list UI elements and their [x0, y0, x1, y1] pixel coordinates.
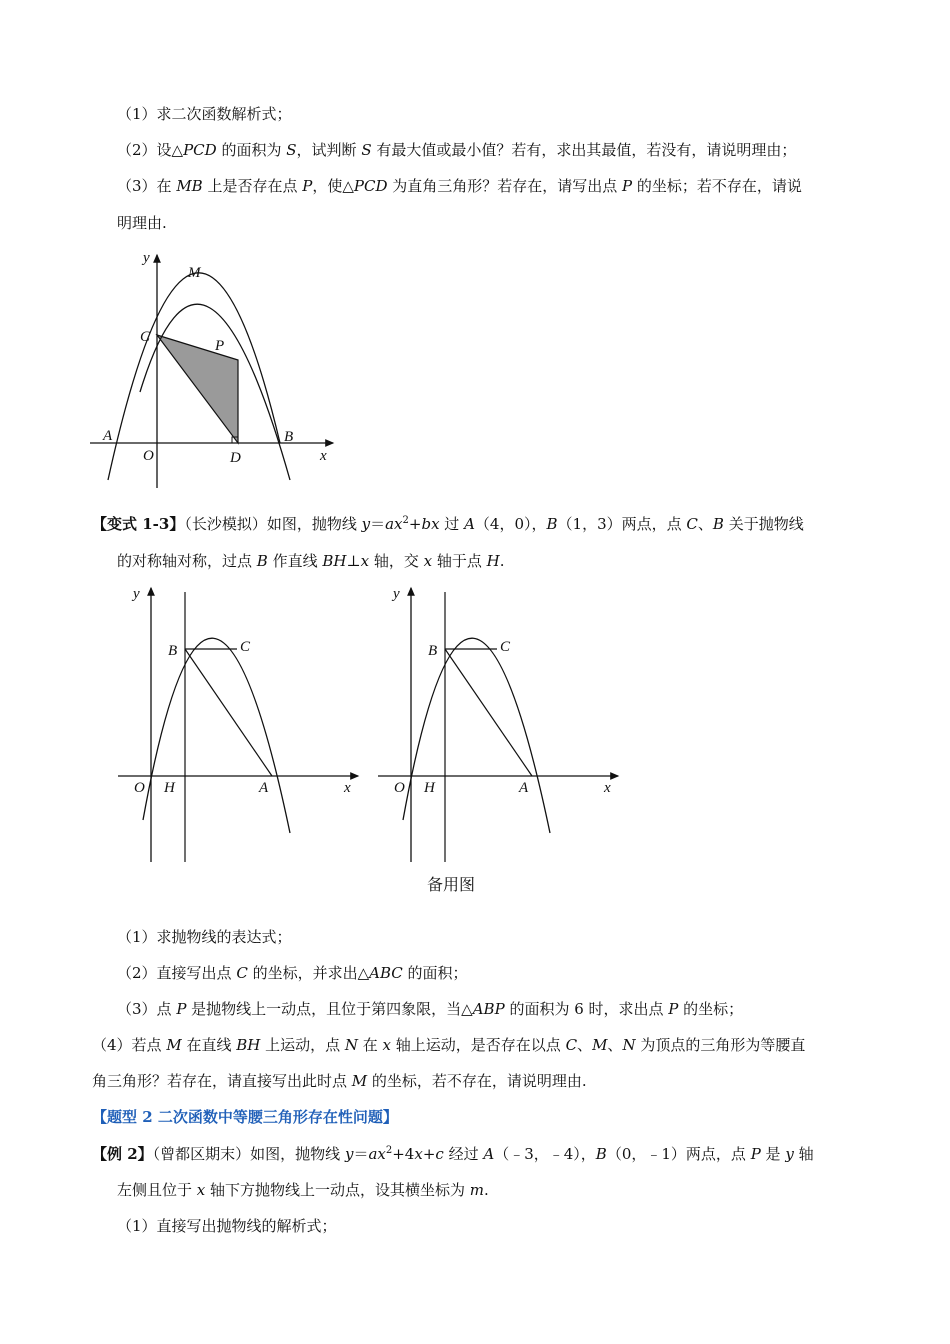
variant-question-1: （1）求抛物线的表达式；: [117, 928, 292, 946]
example-2-question-1: （1）直接写出抛物线的解析式；: [117, 1217, 337, 1235]
variant-1-3-line-2: 的对称轴对称，过点 B 作直线 BH⊥x 轴，交 x 轴于点 H.: [117, 552, 505, 570]
variant-question-4-continued: 角三角形？若存在，请直接写出此时点 M 的坐标，若不存在，请说明理由.: [92, 1072, 587, 1090]
svg-text:M: M: [188, 265, 201, 281]
question-2: （2）设△PCD 的面积为 S，试判断 S 有最大值或最小值？若有，求出其最值，若没有，请说明理由；: [117, 141, 797, 159]
question-1: （1）求二次函数解析式；: [117, 105, 292, 123]
svg-text:O: O: [134, 780, 145, 796]
variant-question-2: （2）直接写出点 C 的坐标，并求出△ABC 的面积；: [117, 964, 468, 982]
svg-text:A: A: [519, 780, 529, 796]
question-3-continued: 明理由.: [117, 214, 167, 232]
variant-question-3: （3）点 P 是抛物线上一动点，且位于第四象限，当△ABP 的面积为 6 时，求出点 P 的坐标；: [117, 1000, 744, 1018]
svg-text:D: D: [230, 450, 241, 466]
svg-text:C: C: [500, 639, 511, 655]
svg-text:x: x: [344, 780, 351, 796]
question-3: （3）在 MB 上是否存在点 P，使△PCD 为直角三角形？若存在，请写出点 P 的坐标；若不存在，请说: [117, 177, 802, 195]
variant-1-3-line-1: 【变式 1-3】（长沙模拟）如图，抛物线 $y=ax^2+bx$ 过 A（4，0），B（1，3）两点，点 C、B 关于抛物线: [92, 515, 804, 533]
svg-text:B: B: [284, 429, 294, 445]
svg-text:y: y: [143, 250, 150, 266]
svg-text:x: x: [604, 780, 611, 796]
svg-text:y: y: [133, 586, 140, 602]
svg-text:B: B: [428, 643, 438, 659]
svg-text:B: B: [168, 643, 178, 659]
svg-text:C: C: [140, 329, 151, 345]
example-2-line-2: 左侧且位于 x 轴下方抛物线上一动点，设其横坐标为 m.: [117, 1181, 489, 1199]
figure-caption: 备用图: [427, 877, 476, 894]
svg-text:O: O: [394, 780, 405, 796]
svg-text:H: H: [424, 780, 435, 796]
example-2-line-1: 【例 2】（曾都区期末）如图，抛物线 $y=ax^2+4x+c$ 经过 A（﹣3，﹣4），B（0，﹣1）两点，点 P 是 y 轴: [92, 1145, 814, 1163]
svg-text:A: A: [103, 428, 113, 444]
section-heading: 【题型 2 二次函数中等腰三角形存在性问题】: [92, 1108, 398, 1126]
svg-text:A: A: [259, 780, 269, 796]
variant-question-4: （4）若点 M 在直线 BH 上运动，点 N 在 x 轴上运动，是否存在以点 C、M、N 为顶点的三角形为等腰直: [92, 1036, 806, 1054]
svg-text:P: P: [215, 338, 225, 354]
svg-text:x: x: [320, 448, 327, 464]
svg-text:O: O: [143, 448, 154, 464]
svg-text:H: H: [164, 780, 175, 796]
svg-text:C: C: [240, 639, 251, 655]
svg-text:y: y: [393, 586, 400, 602]
